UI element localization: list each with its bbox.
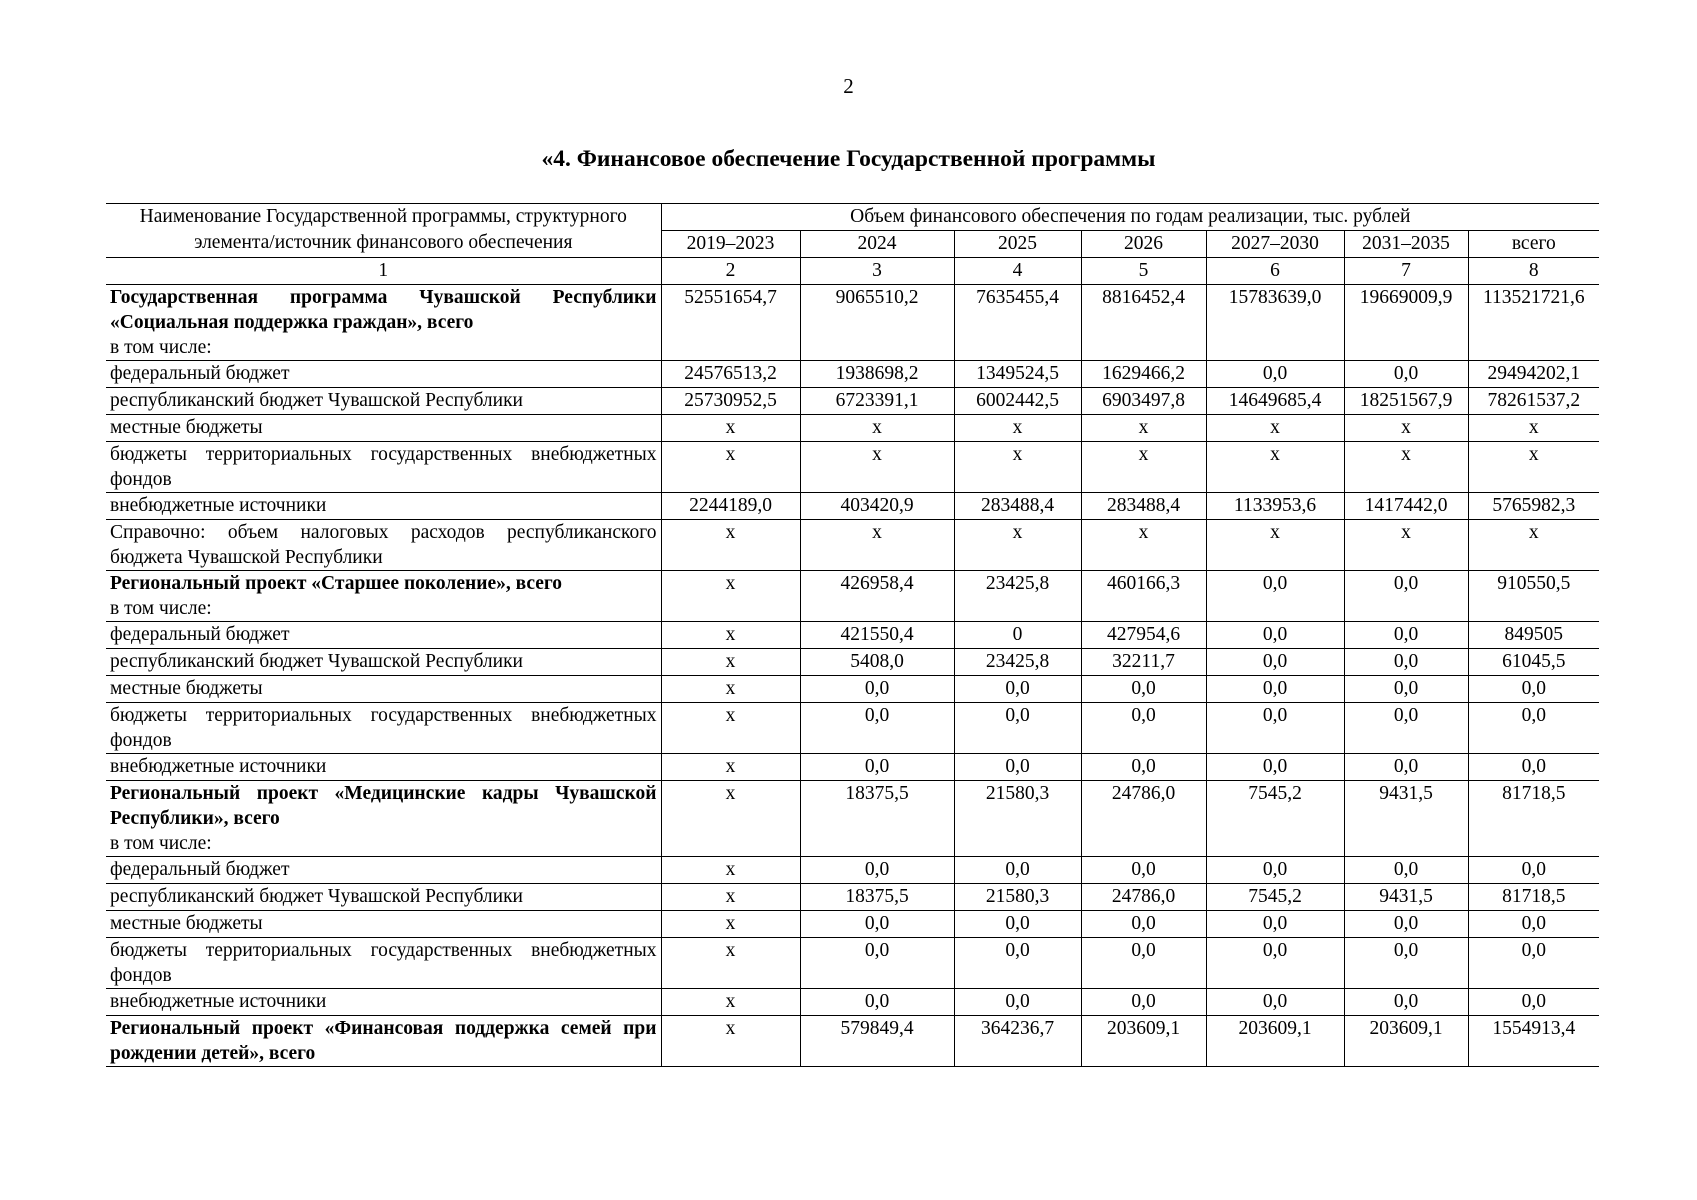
row-name-cell bbox=[106, 361, 661, 388]
section-title: Региональный проект «Медицинские кадры Чувашской Республики», всего bbox=[110, 783, 657, 829]
value-cell: х bbox=[661, 857, 800, 884]
value-cell: 81718,5 bbox=[1468, 781, 1599, 857]
value-cell: 5765982,3 bbox=[1468, 493, 1599, 520]
value-cell: 15783639,0 bbox=[1206, 285, 1344, 361]
value-cell: 0,0 bbox=[1081, 676, 1206, 703]
value-cell: х bbox=[1081, 415, 1206, 442]
value-cell: х bbox=[1206, 415, 1344, 442]
value-cell: 0,0 bbox=[1081, 857, 1206, 884]
value-cell: 9065510,2 bbox=[800, 285, 954, 361]
value-cell: 7545,2 bbox=[1206, 884, 1344, 911]
value-cell: 0,0 bbox=[800, 911, 954, 938]
value-cell: 6002442,5 bbox=[954, 388, 1081, 415]
value-cell: 427954,6 bbox=[1081, 622, 1206, 649]
value-cell: 0,0 bbox=[1206, 703, 1344, 754]
value-cell: 1349524,5 bbox=[954, 361, 1081, 388]
value-cell: 421550,4 bbox=[800, 622, 954, 649]
funding-source-label: бюджеты территориальных государственных внебюджетных фондов bbox=[110, 444, 657, 490]
table-row bbox=[106, 781, 1599, 857]
value-cell: х bbox=[1081, 442, 1206, 493]
column-number: 1 bbox=[106, 258, 661, 285]
column-number: 5 bbox=[1081, 258, 1206, 285]
value-cell: х bbox=[1206, 520, 1344, 571]
value-cell: х bbox=[661, 415, 800, 442]
value-cell: 0,0 bbox=[1468, 703, 1599, 754]
value-cell: 9431,5 bbox=[1344, 781, 1468, 857]
funding-source-label: внебюджетные источники bbox=[110, 495, 327, 516]
value-cell: 32211,7 bbox=[1081, 649, 1206, 676]
column-number: 4 bbox=[954, 258, 1081, 285]
value-cell: х bbox=[800, 442, 954, 493]
header-year: 2025 bbox=[954, 231, 1081, 258]
header-year: 2026 bbox=[1081, 231, 1206, 258]
value-cell: 0,0 bbox=[1344, 571, 1468, 622]
value-cell: 7635455,4 bbox=[954, 285, 1081, 361]
funding-source-label: внебюджетные источники bbox=[110, 991, 327, 1012]
value-cell: 0,0 bbox=[1468, 911, 1599, 938]
value-cell: 7545,2 bbox=[1206, 781, 1344, 857]
value-cell: 0,0 bbox=[1206, 754, 1344, 781]
value-cell: х bbox=[954, 442, 1081, 493]
value-cell: 0,0 bbox=[1206, 989, 1344, 1016]
value-cell: 0,0 bbox=[954, 938, 1081, 989]
value-cell: 0,0 bbox=[1081, 911, 1206, 938]
value-cell: 25730952,5 bbox=[661, 388, 800, 415]
section-title: Государственная программа Чувашской Республики «Социальная поддержка граждан», всего bbox=[110, 287, 657, 333]
value-cell: 403420,9 bbox=[800, 493, 954, 520]
header-year: 2031–2035 bbox=[1344, 231, 1468, 258]
value-cell: х bbox=[661, 911, 800, 938]
value-cell: 0,0 bbox=[1206, 676, 1344, 703]
funding-source-label: Справочно: объем налоговых расходов республиканского бюджета Чувашской Республики bbox=[110, 522, 657, 568]
row-name-cell bbox=[106, 442, 661, 493]
value-cell: х bbox=[1344, 520, 1468, 571]
value-cell: 0,0 bbox=[1206, 622, 1344, 649]
value-cell: 0,0 bbox=[1344, 676, 1468, 703]
subtotal-note: в том числе: bbox=[110, 337, 212, 358]
value-cell: 0,0 bbox=[1081, 703, 1206, 754]
value-cell: х bbox=[661, 938, 800, 989]
value-cell: х bbox=[661, 989, 800, 1016]
value-cell: 0,0 bbox=[800, 676, 954, 703]
value-cell: х bbox=[1344, 442, 1468, 493]
value-cell: х bbox=[661, 781, 800, 857]
row-name-cell bbox=[106, 415, 661, 442]
value-cell: 460166,3 bbox=[1081, 571, 1206, 622]
value-cell: 0,0 bbox=[1206, 649, 1344, 676]
table-row bbox=[106, 884, 1599, 911]
funding-source-label: федеральный бюджет bbox=[110, 624, 290, 645]
value-cell: 1938698,2 bbox=[800, 361, 954, 388]
header-volume-column: Объем финансового обеспечения по годам реализации, тыс. рублей bbox=[661, 204, 1599, 231]
value-cell: 910550,5 bbox=[1468, 571, 1599, 622]
value-cell: 1417442,0 bbox=[1344, 493, 1468, 520]
value-cell: 0 bbox=[954, 622, 1081, 649]
table-row bbox=[106, 622, 1599, 649]
value-cell: х bbox=[1468, 442, 1599, 493]
row-name-cell bbox=[106, 781, 661, 857]
value-cell: 0,0 bbox=[1206, 938, 1344, 989]
value-cell: 23425,8 bbox=[954, 649, 1081, 676]
value-cell: х bbox=[1081, 520, 1206, 571]
value-cell: 0,0 bbox=[954, 911, 1081, 938]
value-cell: 0,0 bbox=[954, 676, 1081, 703]
value-cell: 24786,0 bbox=[1081, 781, 1206, 857]
value-cell: 81718,5 bbox=[1468, 884, 1599, 911]
value-cell: 0,0 bbox=[1344, 911, 1468, 938]
header-year: 2027–2030 bbox=[1206, 231, 1344, 258]
column-number: 2 bbox=[661, 258, 800, 285]
row-name-cell bbox=[106, 989, 661, 1016]
table-row bbox=[106, 520, 1599, 571]
funding-source-label: федеральный бюджет bbox=[110, 859, 290, 880]
table-body bbox=[106, 285, 1599, 1067]
value-cell: 8816452,4 bbox=[1081, 285, 1206, 361]
value-cell: 0,0 bbox=[1081, 754, 1206, 781]
value-cell: 18375,5 bbox=[800, 884, 954, 911]
row-name-cell bbox=[106, 857, 661, 884]
value-cell: 364236,7 bbox=[954, 1016, 1081, 1067]
value-cell: 0,0 bbox=[1468, 989, 1599, 1016]
value-cell: 14649685,4 bbox=[1206, 388, 1344, 415]
row-name-cell bbox=[106, 571, 661, 622]
value-cell: 113521721,6 bbox=[1468, 285, 1599, 361]
value-cell: 0,0 bbox=[1344, 361, 1468, 388]
value-cell: х bbox=[1468, 520, 1599, 571]
value-cell: 0,0 bbox=[800, 989, 954, 1016]
table-row bbox=[106, 857, 1599, 884]
value-cell: 21580,3 bbox=[954, 781, 1081, 857]
column-number: 7 bbox=[1344, 258, 1468, 285]
funding-source-label: республиканский бюджет Чувашской Республики bbox=[110, 886, 523, 907]
value-cell: х bbox=[1206, 442, 1344, 493]
value-cell: 0,0 bbox=[1081, 938, 1206, 989]
funding-source-label: федеральный бюджет bbox=[110, 363, 290, 384]
value-cell: х bbox=[800, 520, 954, 571]
header-year: 2019–2023 bbox=[661, 231, 800, 258]
row-name-cell bbox=[106, 1016, 661, 1067]
table-header bbox=[106, 204, 1599, 285]
value-cell: 24786,0 bbox=[1081, 884, 1206, 911]
table-row bbox=[106, 388, 1599, 415]
row-name-cell bbox=[106, 520, 661, 571]
value-cell: 579849,4 bbox=[800, 1016, 954, 1067]
section-title: Региональный проект «Финансовая поддержка семей при рождении детей», всего bbox=[110, 1018, 657, 1064]
value-cell: 203609,1 bbox=[1206, 1016, 1344, 1067]
table-row bbox=[106, 285, 1599, 361]
value-cell: 29494202,1 bbox=[1468, 361, 1599, 388]
value-cell: х bbox=[661, 520, 800, 571]
table-row bbox=[106, 754, 1599, 781]
value-cell: 61045,5 bbox=[1468, 649, 1599, 676]
value-cell: 849505 bbox=[1468, 622, 1599, 649]
value-cell: х bbox=[1344, 415, 1468, 442]
value-cell: 0,0 bbox=[800, 857, 954, 884]
value-cell: 0,0 bbox=[954, 754, 1081, 781]
row-name-cell bbox=[106, 884, 661, 911]
value-cell: х bbox=[800, 415, 954, 442]
funding-source-label: местные бюджеты bbox=[110, 417, 263, 438]
value-cell: 24576513,2 bbox=[661, 361, 800, 388]
value-cell: 5408,0 bbox=[800, 649, 954, 676]
value-cell: 1554913,4 bbox=[1468, 1016, 1599, 1067]
funding-source-label: бюджеты территориальных государственных внебюджетных фондов bbox=[110, 705, 657, 751]
value-cell: 0,0 bbox=[1081, 989, 1206, 1016]
row-name-cell bbox=[106, 649, 661, 676]
value-cell: 0,0 bbox=[1344, 938, 1468, 989]
value-cell: х bbox=[1468, 415, 1599, 442]
value-cell: х bbox=[661, 571, 800, 622]
row-name-cell bbox=[106, 703, 661, 754]
funding-source-label: республиканский бюджет Чувашской Республики bbox=[110, 390, 523, 411]
value-cell: 0,0 bbox=[1468, 754, 1599, 781]
value-cell: 18375,5 bbox=[800, 781, 954, 857]
value-cell: 0,0 bbox=[1344, 754, 1468, 781]
value-cell: 0,0 bbox=[800, 754, 954, 781]
value-cell: 0,0 bbox=[1344, 703, 1468, 754]
value-cell: 1133953,6 bbox=[1206, 493, 1344, 520]
table-row bbox=[106, 415, 1599, 442]
value-cell: х bbox=[661, 622, 800, 649]
value-cell: х bbox=[661, 442, 800, 493]
table-row bbox=[106, 676, 1599, 703]
value-cell: 203609,1 bbox=[1081, 1016, 1206, 1067]
value-cell: х bbox=[661, 649, 800, 676]
value-cell: х bbox=[661, 884, 800, 911]
page-number: 2 bbox=[843, 74, 854, 98]
table-row bbox=[106, 442, 1599, 493]
header-column-numbers-row bbox=[106, 258, 1599, 285]
table-row bbox=[106, 989, 1599, 1016]
value-cell: 2244189,0 bbox=[661, 493, 800, 520]
value-cell: 21580,3 bbox=[954, 884, 1081, 911]
value-cell: 0,0 bbox=[1344, 622, 1468, 649]
value-cell: 19669009,9 bbox=[1344, 285, 1468, 361]
value-cell: 0,0 bbox=[1344, 857, 1468, 884]
row-name-cell bbox=[106, 911, 661, 938]
table-row bbox=[106, 571, 1599, 622]
value-cell: 0,0 bbox=[1206, 911, 1344, 938]
funding-source-label: местные бюджеты bbox=[110, 678, 263, 699]
value-cell: х bbox=[661, 703, 800, 754]
value-cell: 0,0 bbox=[1468, 938, 1599, 989]
value-cell: 283488,4 bbox=[1081, 493, 1206, 520]
value-cell: 52551654,7 bbox=[661, 285, 800, 361]
value-cell: 0,0 bbox=[1468, 857, 1599, 884]
column-number: 6 bbox=[1206, 258, 1344, 285]
subtotal-note: в том числе: bbox=[110, 833, 212, 854]
value-cell: 0,0 bbox=[1344, 649, 1468, 676]
header-year: всего bbox=[1468, 231, 1599, 258]
funding-source-label: местные бюджеты bbox=[110, 913, 263, 934]
row-name-cell bbox=[106, 285, 661, 361]
value-cell: 426958,4 bbox=[800, 571, 954, 622]
column-number: 8 bbox=[1468, 258, 1599, 285]
value-cell: 0,0 bbox=[1206, 571, 1344, 622]
header-year: 2024 bbox=[800, 231, 954, 258]
table-row bbox=[106, 361, 1599, 388]
value-cell: 0,0 bbox=[800, 703, 954, 754]
row-name-cell bbox=[106, 938, 661, 989]
table-row bbox=[106, 938, 1599, 989]
value-cell: 23425,8 bbox=[954, 571, 1081, 622]
document-title: «4. Финансовое обеспечение Государственной программы bbox=[541, 146, 1156, 172]
value-cell: 0,0 bbox=[1206, 361, 1344, 388]
value-cell: х bbox=[661, 1016, 800, 1067]
row-name-cell bbox=[106, 676, 661, 703]
financing-table bbox=[106, 203, 1599, 1067]
funding-source-label: республиканский бюджет Чувашской Республики bbox=[110, 651, 523, 672]
value-cell: 78261537,2 bbox=[1468, 388, 1599, 415]
table-row bbox=[106, 649, 1599, 676]
value-cell: 0,0 bbox=[800, 938, 954, 989]
value-cell: 0,0 bbox=[1206, 857, 1344, 884]
section-title: Региональный проект «Старшее поколение», всего bbox=[110, 573, 563, 594]
table-row bbox=[106, 911, 1599, 938]
value-cell: 283488,4 bbox=[954, 493, 1081, 520]
value-cell: 203609,1 bbox=[1344, 1016, 1468, 1067]
value-cell: 0,0 bbox=[954, 703, 1081, 754]
value-cell: 0,0 bbox=[1468, 676, 1599, 703]
table-row bbox=[106, 703, 1599, 754]
value-cell: 9431,5 bbox=[1344, 884, 1468, 911]
header-name-column: Наименование Государственной программы, структурного элемента/источник финансового обеспечения bbox=[106, 204, 661, 258]
value-cell: х bbox=[661, 754, 800, 781]
value-cell: 1629466,2 bbox=[1081, 361, 1206, 388]
row-name-cell bbox=[106, 388, 661, 415]
table-row bbox=[106, 1016, 1599, 1067]
value-cell: 0,0 bbox=[1344, 989, 1468, 1016]
value-cell: 0,0 bbox=[954, 989, 1081, 1016]
table-row bbox=[106, 493, 1599, 520]
value-cell: 6903497,8 bbox=[1081, 388, 1206, 415]
row-name-cell bbox=[106, 754, 661, 781]
value-cell: х bbox=[661, 676, 800, 703]
column-number: 3 bbox=[800, 258, 954, 285]
value-cell: 18251567,9 bbox=[1344, 388, 1468, 415]
row-name-cell bbox=[106, 622, 661, 649]
value-cell: 0,0 bbox=[954, 857, 1081, 884]
funding-source-label: бюджеты территориальных государственных внебюджетных фондов bbox=[110, 940, 657, 986]
value-cell: 6723391,1 bbox=[800, 388, 954, 415]
subtotal-note: в том числе: bbox=[110, 598, 212, 619]
value-cell: х bbox=[954, 520, 1081, 571]
value-cell: х bbox=[954, 415, 1081, 442]
row-name-cell bbox=[106, 493, 661, 520]
funding-source-label: внебюджетные источники bbox=[110, 756, 327, 777]
